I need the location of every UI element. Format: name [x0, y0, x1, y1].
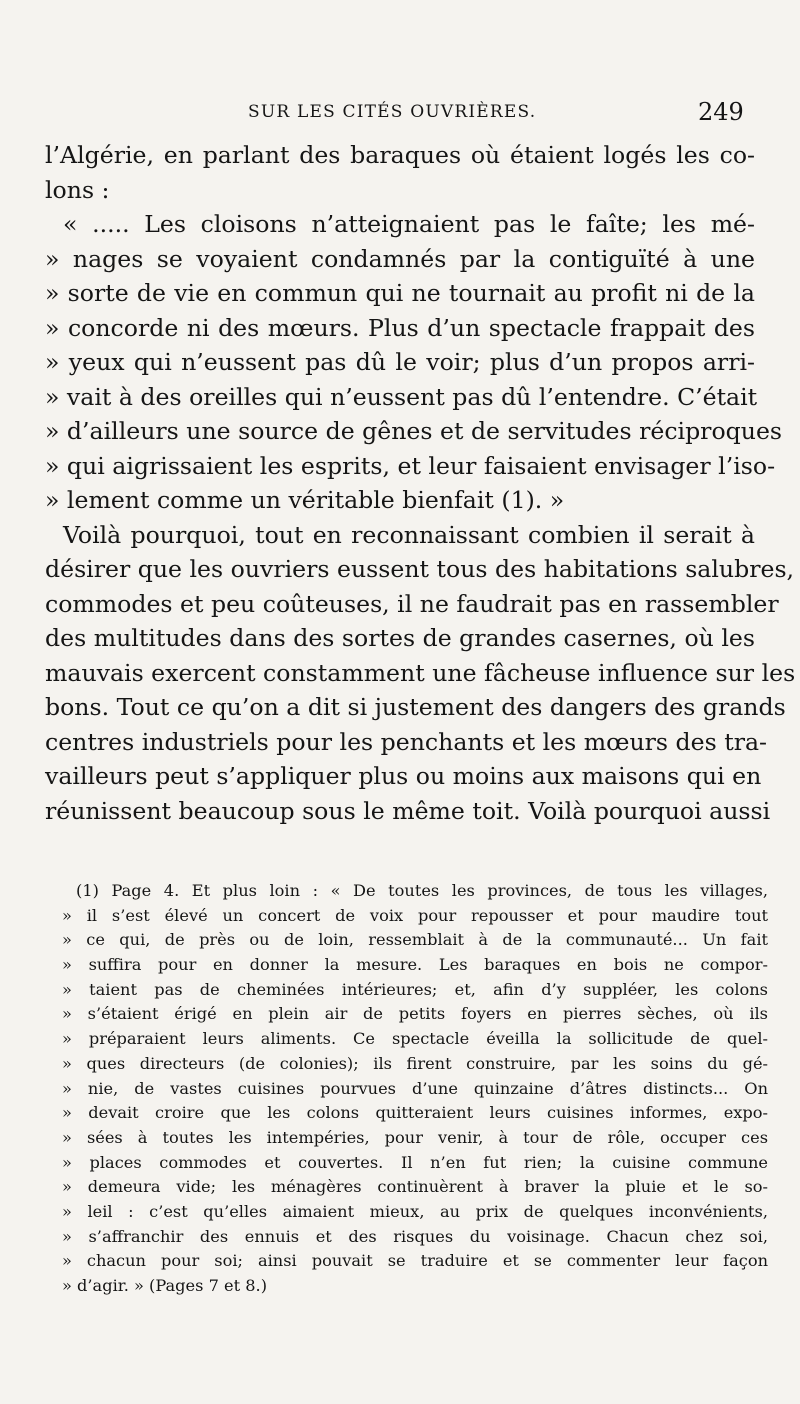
running-title: SUR LES CITÉS OUVRIÈRES.	[248, 102, 537, 122]
footnote-line: » places commodes et couvertes. Il n’en fut rien; la cuisine commune	[62, 1152, 768, 1172]
footnote-line: (1) Page 4. Et plus loin : « De toutes les provinces, de tous les villages,	[76, 881, 768, 900]
quote-line: » nages se voyaient condamnés par la contiguïté à une	[45, 244, 755, 273]
text-line: vailleurs peut s’appliquer plus ou moins aux maisons qui en	[45, 762, 762, 790]
quote-line: « ..... Les cloisons n’atteignaient pas le faîte; les mé-	[63, 210, 755, 238]
footnote-line: » s’étaient érigé en plein air de petits foyers en pierres sèches, où ils	[62, 1004, 768, 1024]
text-line: Voilà pourquoi, tout en reconnaissant combien il serait à	[63, 520, 755, 549]
text-line: centres industriels pour les penchants et les mœurs des tra-	[45, 727, 768, 756]
text-line: réunissent beaucoup sous le même toit. Voilà pourquoi aussi	[45, 796, 771, 825]
footnote-line: » préparaient leurs aliments. Ce spectacle éveilla la sollicitude de quel-	[62, 1029, 768, 1049]
quote-line: » qui aigrissaient les esprits, et leur faisaient envisager l’iso-	[45, 451, 776, 480]
page-header	[0, 98, 800, 134]
quote-line: » vait à des oreilles qui n’eussent pas dû l’entendre. C’était	[45, 382, 758, 411]
footnote-line: » demeura vide; les ménagères continuèrent à braver la pluie et le so-	[62, 1177, 768, 1197]
footnote-line: » suffira pour en donner la mesure. Les baraques en bois ne compor-	[62, 955, 768, 975]
footnote-line: » sées à toutes les intempéries, pour venir, à tour de rôle, occuper ces	[62, 1127, 768, 1147]
footnote-line: » devait croire que les colons quitteraient leurs cuisines informes, expo-	[62, 1103, 768, 1123]
footnote-line: » nie, de vastes cuisines pourvues d’une quinzaine d’âtres distincts... On	[62, 1078, 768, 1098]
footnote-line: » ce qui, de près ou de loin, ressemblait à de la communauté... Un fait	[62, 930, 768, 950]
text-line: bons. Tout ce qu’on a dit si justement des dangers des grands	[45, 693, 786, 721]
footnote-line: » il s’est élevé un concert de voix pour repousser et pour maudire tout	[62, 905, 768, 925]
quote-line: » yeux qui n’eussent pas dû le voir; plus d’un propos arri-	[45, 348, 755, 376]
footnote-line: » ques directeurs (de colonies); ils firent construire, par les soins du gé-	[62, 1053, 768, 1073]
footnote-line: » d’agir. » (Pages 7 et 8.)	[62, 1276, 268, 1295]
page-number: 249	[698, 98, 744, 126]
footnote-line: » chacun pour soi; ainsi pouvait se traduire et se commenter leur façon	[62, 1251, 768, 1271]
text-line: désirer que les ouvriers eussent tous des habitations salubres,	[45, 555, 795, 583]
text-line: lons :	[45, 175, 110, 204]
quote-line: » concorde ni des mœurs. Plus d’un spectacle frappait des	[45, 313, 755, 342]
footnote	[62, 879, 768, 1299]
text-line: commodes et peu coûteuses, il ne faudrait pas en rassembler	[45, 589, 779, 618]
footnote-line: » taient pas de cheminées intérieures; et, afin d’y suppléer, les colons	[62, 979, 768, 999]
text-line: des multitudes dans des sortes de grandes casernes, où les	[45, 624, 755, 652]
main-text	[45, 138, 796, 828]
quote-line: » lement comme un véritable bienfait (1). »	[45, 486, 565, 514]
quote-line: » sorte de vie en commun qui ne tournait au profit ni de la	[45, 279, 755, 307]
text-line: l’Algérie, en parlant des baraques où étaient logés les co-	[45, 141, 755, 169]
quote-line: » d’ailleurs une source de gênes et de servitudes réciproques	[45, 417, 783, 445]
text-line: mauvais exercent constamment une fâcheuse influence sur les	[45, 658, 796, 687]
footnote-line: » s’affranchir des ennuis et des risques du voisinage. Chacun chez soi,	[62, 1226, 768, 1246]
footnote-line: » leil : c’est qu’elles aimaient mieux, au prix de quelques inconvénients,	[62, 1201, 768, 1221]
